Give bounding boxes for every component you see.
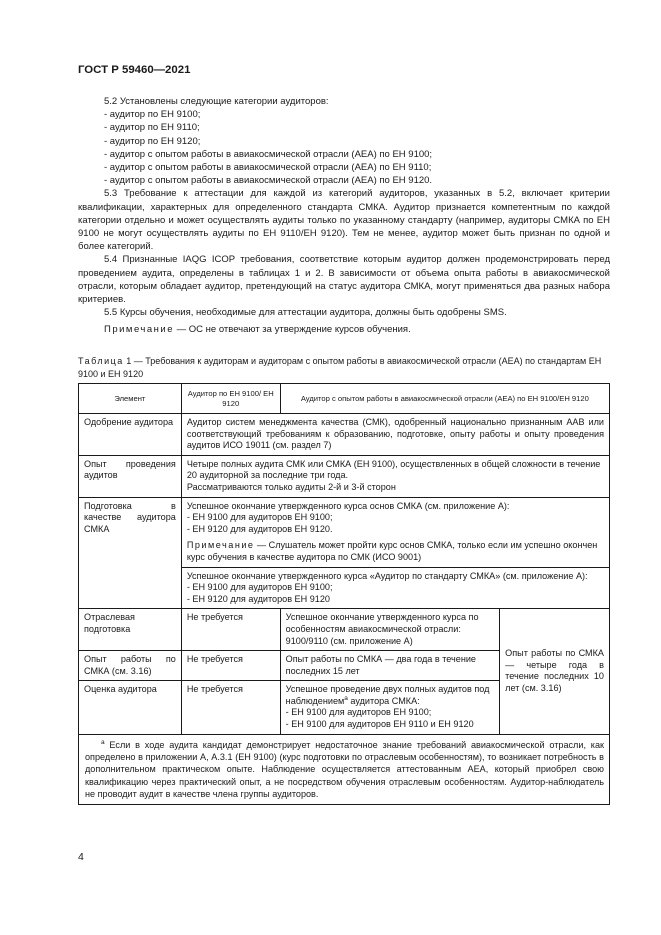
list-item: - аудитор с опытом работы в авиакосмической отрасли (AEA) по ЕН 9110; bbox=[104, 162, 432, 174]
table-row bbox=[79, 455, 610, 497]
page-number: 4 bbox=[78, 851, 84, 863]
table-caption-label: Таблица bbox=[78, 356, 124, 366]
row-eval-col3 bbox=[280, 681, 500, 734]
row-label-eval: Оценка аудитора bbox=[79, 681, 182, 734]
note bbox=[78, 323, 610, 336]
table-row bbox=[79, 414, 610, 456]
paragraph-5-2-intro: 5.2 Установлены следующие категории аудиторов: bbox=[104, 96, 329, 107]
list-item: - ЕН 9100 для аудиторов ЕН 9100; bbox=[186, 512, 333, 523]
header-aea: Аудитор с опытом работы в авиакосмической отрасли (AEA) по ЕН 9100/ЕН 9120 bbox=[280, 384, 609, 414]
eval-text bbox=[286, 684, 495, 707]
note-text: — ОС не отвечают за утверждение курсов обучения. bbox=[174, 324, 411, 336]
eval-text-b: аудитора СМКА: bbox=[347, 695, 420, 706]
table-row bbox=[79, 497, 610, 567]
list-item: - аудитор по ЕН 9120; bbox=[104, 135, 201, 147]
footnote-text: Если в ходе аудита кандидат демонстрирует недостаточное знание требований авиакосмической отрасли, как определено в приложении А, А.3.1 (ЕН 9100) (курс подготовки по отраслевым особенностям), то возникает потребность в дополнительном практическом опыте. Наблюдение осуществляется аттестованным AEA, который приобрел свою квалификацию через практический опыт, а не посредством обучения отраслевым особенностям. Аудитор-наблюдатель не проводит аудит в качестве члена группы аудиторов. bbox=[85, 739, 604, 799]
paragraph-5-4: 5.4 Признанные IAQG ICOP требования, соответствие которым аудитор должен продемонстрировать перед проведением аудита, определены в таблицах 1 и 2. В зависимости от объема опыта работы в авиакосмической отрасли, которым обладает аудитор, претендующий на статус аудитора СМКА, могут применяться два разных набора критериев. bbox=[78, 254, 610, 306]
row-training-cell-1 bbox=[181, 497, 609, 567]
table-footnote-row bbox=[79, 734, 610, 804]
row-work-col2: Не требуется bbox=[181, 651, 280, 681]
table-caption-text: 1 — Требования к аудиторам и аудиторам с опытом работы в авиакосмической отрасли (AEA) по стандартам ЕН 9100 и ЕН 9120 bbox=[78, 356, 602, 379]
list-item: - ЕН 9100 для аудиторов ЕН 9100; bbox=[285, 707, 432, 718]
row-label-work: Опыт работы по СМКА (см. 3.16) bbox=[79, 651, 182, 681]
table-caption bbox=[78, 355, 610, 380]
paragraph-5-5: 5.5 Курсы обучения, необходимые для аттестации аудитора, должны быть одобрены SMS. bbox=[104, 307, 507, 319]
list-item: - аудитор с опытом работы в авиакосмической отрасли (AEA) по ЕН 9120. bbox=[104, 175, 433, 187]
training-p2: Успешное окончание утвержденного курса «Аудитор по стандарту СМКА» (см. приложение А): bbox=[186, 570, 588, 581]
row-work-col3: Опыт работы по СМКА — два года в течение последних 15 лет bbox=[280, 651, 500, 681]
list-item: - аудитор по ЕН 9100; bbox=[104, 109, 201, 121]
list-item: - ЕН 9120 для аудиторов ЕН 9120. bbox=[186, 523, 333, 534]
document-header: ГОСТ Р 59460—2021 bbox=[78, 64, 191, 76]
table-footnote bbox=[79, 734, 610, 804]
list-item: - ЕН 9100 для аудиторов ЕН 9100; bbox=[186, 582, 333, 593]
list-item: - аудитор с опытом работы в авиакосмической отрасли (AEA) по ЕН 9100; bbox=[104, 148, 433, 160]
header-auditor: Аудитор по ЕН 9100/ ЕН 9120 bbox=[181, 384, 280, 414]
row-label-training: Подготовка в качестве аудитора СМКА bbox=[79, 497, 182, 609]
row-experience-text: Четыре полных аудита СМК или СМКА (ЕН 9100), осуществленных в общей сложности в течение 20 аудиторной за последние три года. bbox=[186, 458, 601, 481]
training-note-text: — Слушатель может пройти курс основ СМКА, только если им успешно окончен курс обучения в качестве аудитора по СМК (ИСО 9001) bbox=[186, 540, 598, 562]
table-row bbox=[79, 609, 610, 651]
paragraph-5-3: 5.3 Требование к аттестации для каждой из категорий аудиторов, указанных в 5.2, включает критерии квалификации, характерных для определенного стандарта СМКА. Аудитор признается компетентным по каждой категории отдельно и может осуществлять аудиты только по указанному стандарту (например, аудиторы СМКА по ЕН 9100 не могут осуществлять аудиты по ЕН 9110/ЕН 9120). Тем не менее, аудитор может быть признан по одной и более категорий. bbox=[78, 188, 610, 253]
table-header-row bbox=[79, 384, 610, 414]
row-experience-cell bbox=[181, 455, 609, 497]
row-industry-col2: Не требуется bbox=[181, 609, 280, 651]
merged-aea-experience: Опыт работы по СМКА — четыре года в течение последних 10 лет (см. 3.16) bbox=[500, 609, 610, 734]
eval-text-a: Успешное проведение двух полных аудитов под наблюдением bbox=[285, 684, 490, 706]
list-item: - ЕН 9100 для аудиторов ЕН 9110 и ЕН 9120 bbox=[285, 719, 474, 730]
row-label-experience: Опыт проведения аудитов bbox=[79, 455, 182, 497]
note-label: Примечание bbox=[104, 324, 174, 336]
header-element: Элемент bbox=[79, 384, 182, 414]
row-experience-text2: Рассматриваются только аудиты 2-й и 3-й сторон bbox=[186, 481, 396, 492]
footnote-ref: a bbox=[344, 694, 348, 702]
training-p1: Успешное окончание утвержденного курса основ СМКА (см. приложение А): bbox=[186, 500, 510, 511]
row-eval-col2: Не требуется bbox=[181, 681, 280, 734]
row-label-approval: Одобрение аудитора bbox=[79, 414, 182, 456]
row-training-cell-2 bbox=[181, 567, 609, 609]
list-item: - ЕН 9120 для аудиторов ЕН 9120 bbox=[186, 593, 330, 604]
body-text bbox=[78, 95, 610, 337]
row-label-industry: Отраслевая подготовка bbox=[79, 609, 182, 651]
requirements-table bbox=[78, 383, 610, 805]
row-approval-text: Аудитор систем менеджмента качества (СМК), одобренный национально признанным AAB или соответствующий требованиям к образованию, подготовке, опыту работы и опыту проведения аудитов ИСО 19011 (см. раздел 7) bbox=[181, 414, 609, 456]
training-note bbox=[187, 540, 604, 563]
footnote-mark: a bbox=[101, 738, 105, 746]
list-item: - аудитор по ЕН 9110; bbox=[104, 122, 200, 134]
training-note-label: Примечание bbox=[186, 540, 255, 551]
row-industry-col3: Успешное окончание утвержденного курса по особенностям авиакосмической отрасли: 9100/9110 (см. приложение А) bbox=[280, 609, 500, 651]
